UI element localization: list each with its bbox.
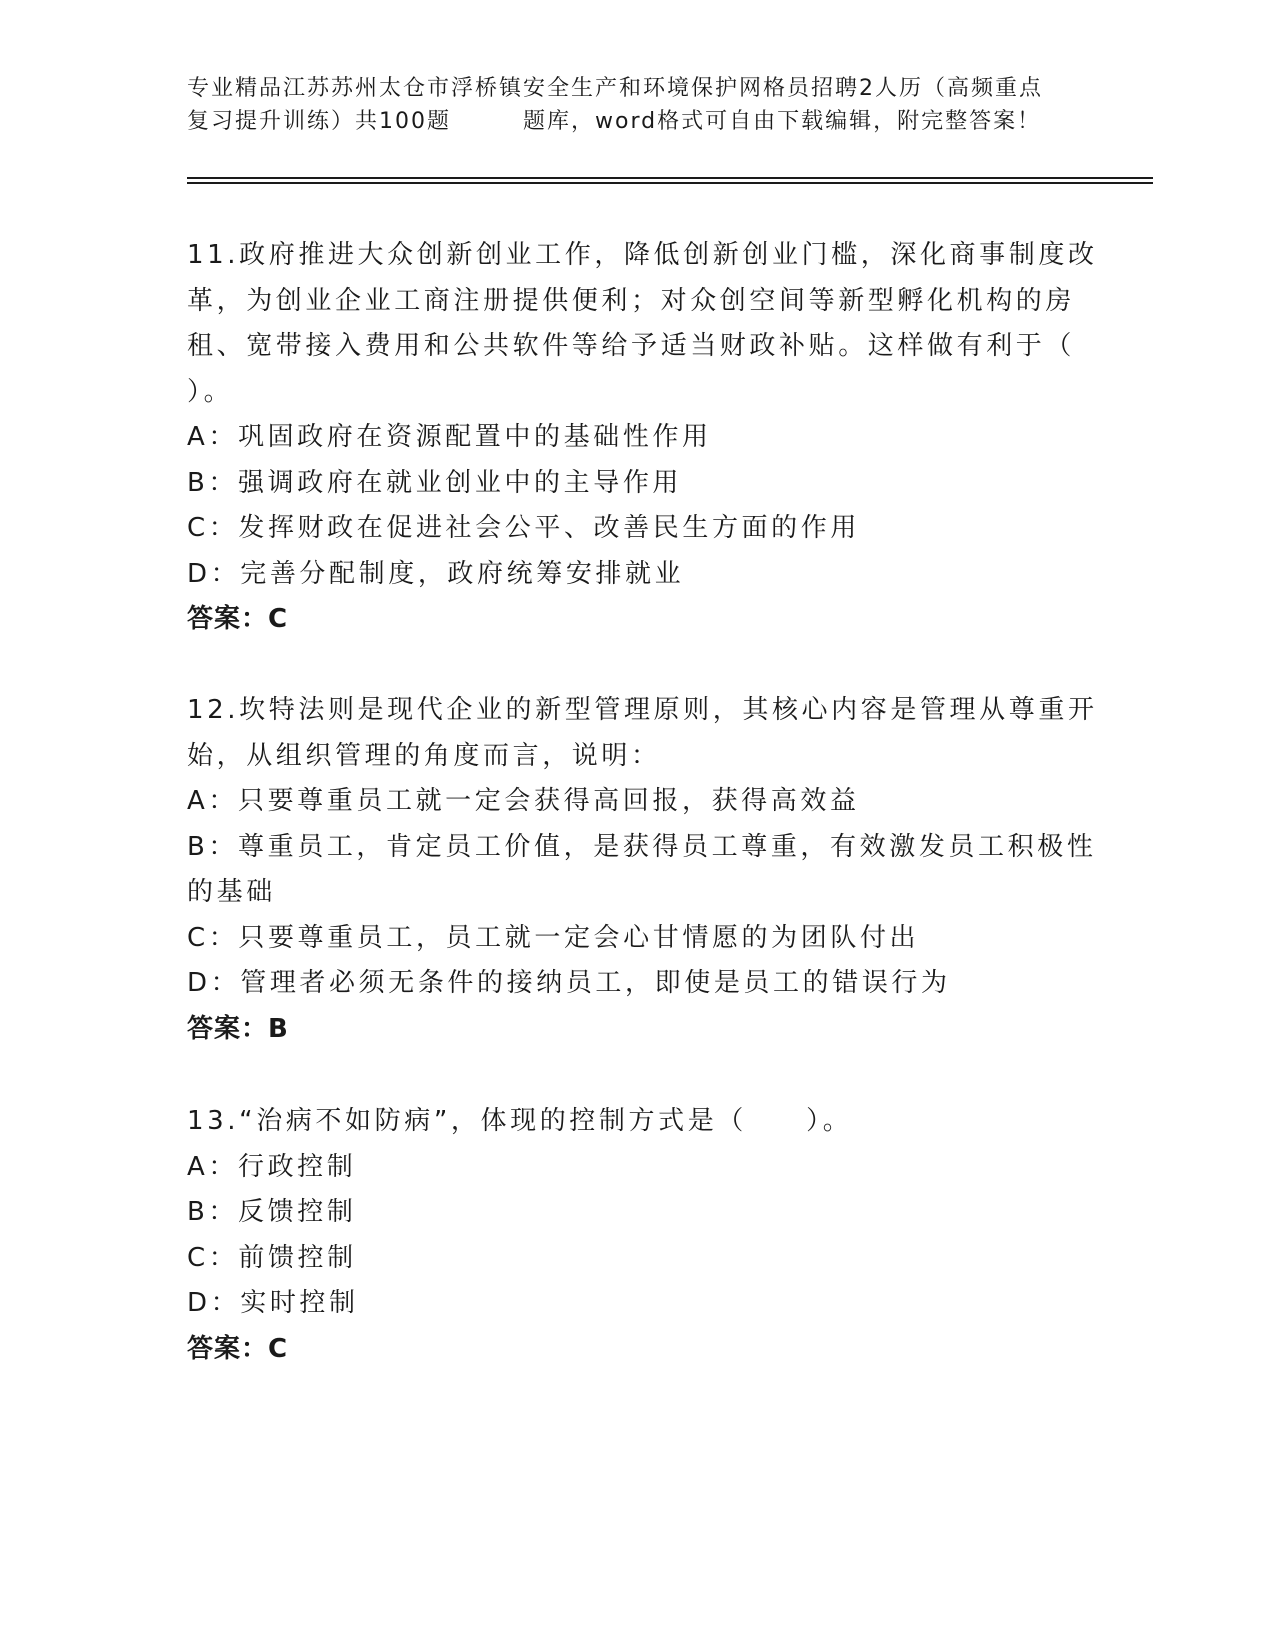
- option-c: C：只要尊重员工，员工就一定会心甘情愿的为团队付出: [187, 922, 920, 953]
- question-stem-line: 租、宽带接入费用和公共软件等给予适当财政补贴。这样做有利于（: [187, 331, 1076, 361]
- header-divider-bottom: [187, 182, 1153, 184]
- option-d: D：完善分配制度，政府统筹安排就业: [187, 558, 685, 589]
- answer-label: 答案：C: [187, 604, 289, 634]
- question-11: [187, 233, 1098, 643]
- option-a: A：只要尊重员工就一定会获得高回报，获得高效益: [187, 786, 860, 816]
- option-d: D：实时控制: [187, 1288, 359, 1318]
- question-13: [187, 1099, 1087, 1372]
- option-b: B：反馈控制: [187, 1197, 357, 1227]
- question-stem-line: 11.政府推进大众创新创业工作，降低创新创业门槛，深化商事制度改: [187, 240, 1098, 270]
- option-b: B：强调政府在就业创业中的主导作用: [187, 467, 683, 498]
- option-c: C：前馈控制: [187, 1242, 357, 1273]
- option-d: D：管理者必须无条件的接纳员工，即使是员工的错误行为: [187, 968, 951, 998]
- header-divider-top: [187, 177, 1153, 179]
- answer-label: 答案：C: [187, 1333, 289, 1364]
- option-b-continued: 的基础: [187, 877, 276, 907]
- question-12: [187, 688, 1098, 1052]
- option-a: A：行政控制: [187, 1151, 357, 1182]
- option-b: B：尊重员工，肯定员工价值，是获得员工尊重，有效激发员工积极性: [187, 831, 1097, 862]
- option-c: C：发挥财政在促进社会公平、改善民生方面的作用: [187, 513, 860, 543]
- header-line-2-part-b: 题库，word格式可自由下载编辑，附完整答案！: [523, 109, 1042, 134]
- header-line-2-part-a: 复习提升训练）共100题: [187, 109, 451, 134]
- header-line-2: [187, 105, 1087, 138]
- question-stem-line: 13.“治病不如防病”，体现的控制方式是（ ）。: [187, 1106, 853, 1136]
- answer-label: 答案：B: [187, 1013, 289, 1044]
- question-stem-line: 始，从组织管理的角度而言，说明：: [187, 740, 661, 771]
- header-line-1: 专业精品江苏苏州太仓市浮桥镇安全生产和环境保护网格员招聘2人历（高频重点: [187, 76, 1043, 101]
- question-stem-line: 12.坎特法则是现代企业的新型管理原则，其核心内容是管理从尊重开: [187, 695, 1098, 725]
- question-stem-line: ）。: [187, 376, 234, 407]
- question-stem-line: 革，为创业企业工商注册提供便利；对众创空间等新型孵化机构的房: [187, 285, 1076, 316]
- option-a: A：巩固政府在资源配置中的基础性作用: [187, 422, 712, 452]
- document-header: [187, 72, 1087, 138]
